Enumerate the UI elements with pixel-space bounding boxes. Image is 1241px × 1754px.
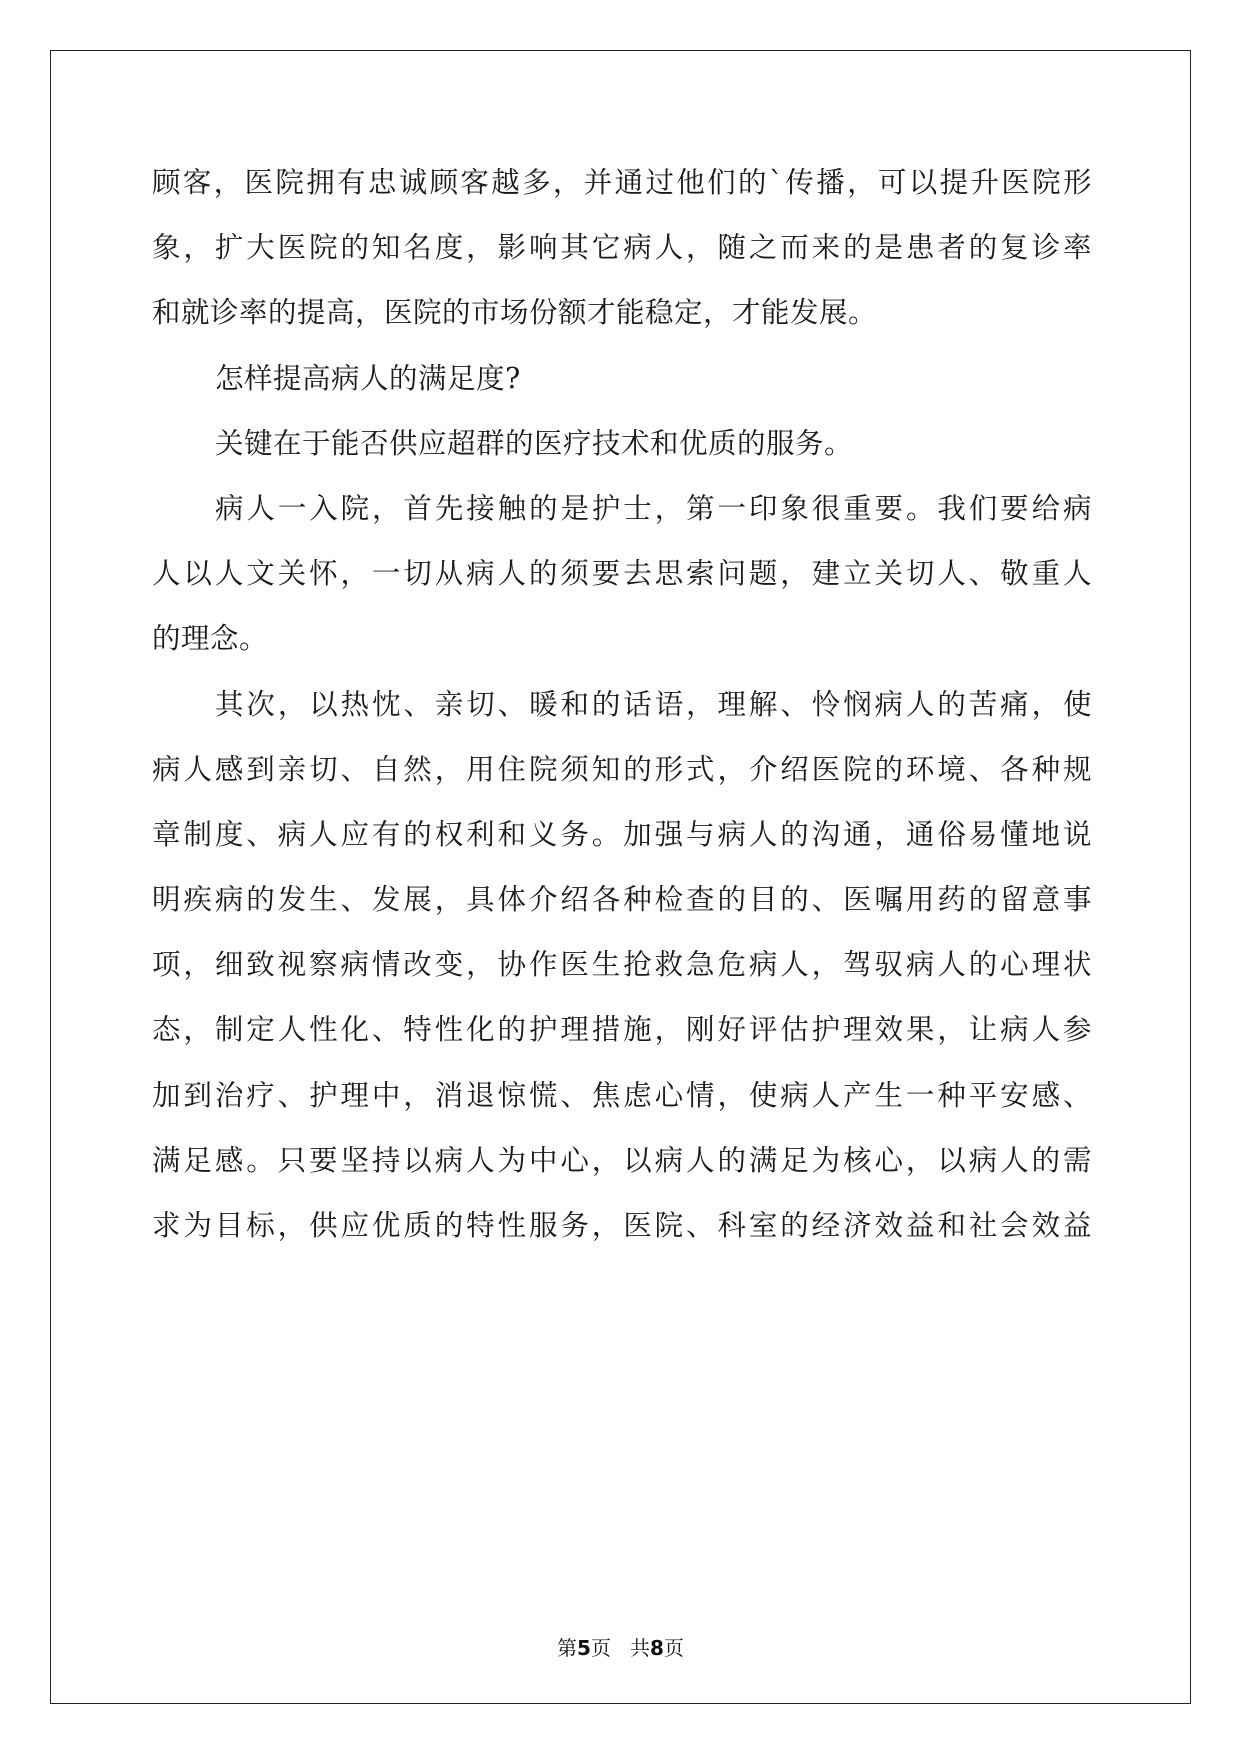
- text-line: 关键在于能否供应超群的医疗技术和优质的服务。: [215, 426, 854, 460]
- footer-page-suffix: 页: [590, 1636, 611, 1660]
- text-line: 病人一入院，首先接触的是护士，第一印象很重要。我们要给病: [215, 491, 1092, 525]
- text-line: 象，扩大医院的知名度，影响其它病人，随之而来的是患者的复诊率: [152, 231, 1092, 265]
- question-line: 怎样提高病人的满足度?: [215, 361, 521, 395]
- text-line: 和就诊率的提高，医院的市场份额才能稳定，才能发展。: [152, 296, 878, 330]
- page-number: 5: [577, 1636, 591, 1660]
- page-footer: [0, 1634, 1241, 1662]
- text-line: 满足感。只要坚持以病人为中心，以病人的满足为核心，以病人的需: [152, 1143, 1092, 1177]
- footer-total-prefix: 共: [630, 1636, 651, 1660]
- footer-prefix: 第: [557, 1636, 578, 1660]
- text-line: 病人感到亲切、自然，用住院须知的形式，介绍医院的环境、各种规: [152, 752, 1092, 786]
- text-line: 态，制定人性化、特性化的护理措施，刚好评估护理效果，让病人参: [152, 1013, 1092, 1047]
- text-line: 章制度、病人应有的权利和义务。加强与病人的沟通，通俗易懂地说: [152, 817, 1092, 851]
- text-line: 人以人文关怀，一切从病人的须要去思索问题，建立关切人、敬重人: [152, 557, 1092, 591]
- text-line: 其次，以热忱、亲切、暖和的话语，理解、怜悯病人的苦痛，使: [215, 687, 1092, 721]
- text-line: 项，细致视察病情改变，协作医生抢救急危病人，驾驭病人的心理状: [152, 948, 1092, 982]
- text-line: 求为目标，供应优质的特性服务，医院、科室的经济效益和社会效益: [152, 1209, 1092, 1242]
- text-line: 的理念。: [152, 622, 269, 656]
- text-line: 加到治疗、护理中，消退惊慌、焦虑心情，使病人产生一种平安感、: [152, 1078, 1092, 1112]
- text-line: 明疾病的发生、发展，具体介绍各种检查的目的、医嘱用药的留意事: [152, 883, 1092, 917]
- document-body: [152, 150, 1092, 1258]
- text-line: 顾客，医院拥有忠诚顾客越多，并通过他们的`传播，可以提升医院形: [152, 166, 1092, 199]
- footer-total-suffix: 页: [663, 1636, 684, 1660]
- total-pages: 8: [650, 1636, 664, 1660]
